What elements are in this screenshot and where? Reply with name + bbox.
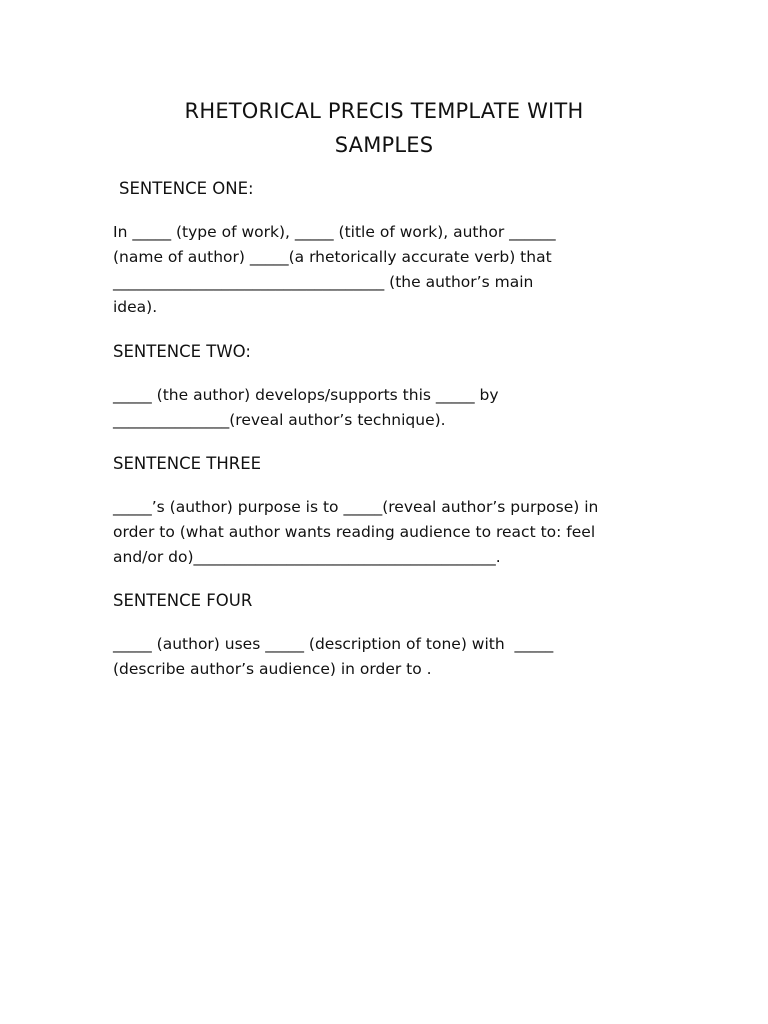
section-heading-sentence-one: SENTENCE ONE: xyxy=(119,179,254,198)
section-heading-sentence-three: SENTENCE THREE xyxy=(113,454,262,473)
section-body-sentence-three xyxy=(113,495,673,570)
title-line-2: SAMPLES xyxy=(334,133,434,157)
body-line: (describe author’s audience) in order to . xyxy=(113,660,432,678)
body-line: idea). xyxy=(113,298,158,316)
title-line-1: RHETORICAL PRECIS TEMPLATE WITH xyxy=(184,99,584,123)
body-line: _____’s (author) purpose is to _____(reveal author’s purpose) in xyxy=(113,498,599,516)
body-line: _____ (author) uses _____ (description of tone) with _____ xyxy=(113,635,554,653)
body-line: _______________(reveal author’s technique). xyxy=(113,411,446,429)
section-body-sentence-one xyxy=(113,220,673,320)
body-line: ___________________________________ (the author’s main xyxy=(113,273,534,291)
body-line: and/or do)_______________________________________. xyxy=(113,548,501,566)
section-body-sentence-two xyxy=(113,383,673,433)
body-line: order to (what author wants reading audience to react to: feel xyxy=(113,523,596,541)
body-line: _____ (the author) develops/supports this _____ by xyxy=(113,386,499,404)
section-heading-sentence-two: SENTENCE TWO: xyxy=(113,342,251,361)
section-body-sentence-four xyxy=(113,632,673,682)
body-line: In _____ (type of work), _____ (title of work), author ______ xyxy=(113,223,556,241)
page-title xyxy=(0,94,768,162)
body-line: (name of author) _____(a rhetorically accurate verb) that xyxy=(113,248,552,266)
section-heading-sentence-four: SENTENCE FOUR xyxy=(113,591,253,610)
